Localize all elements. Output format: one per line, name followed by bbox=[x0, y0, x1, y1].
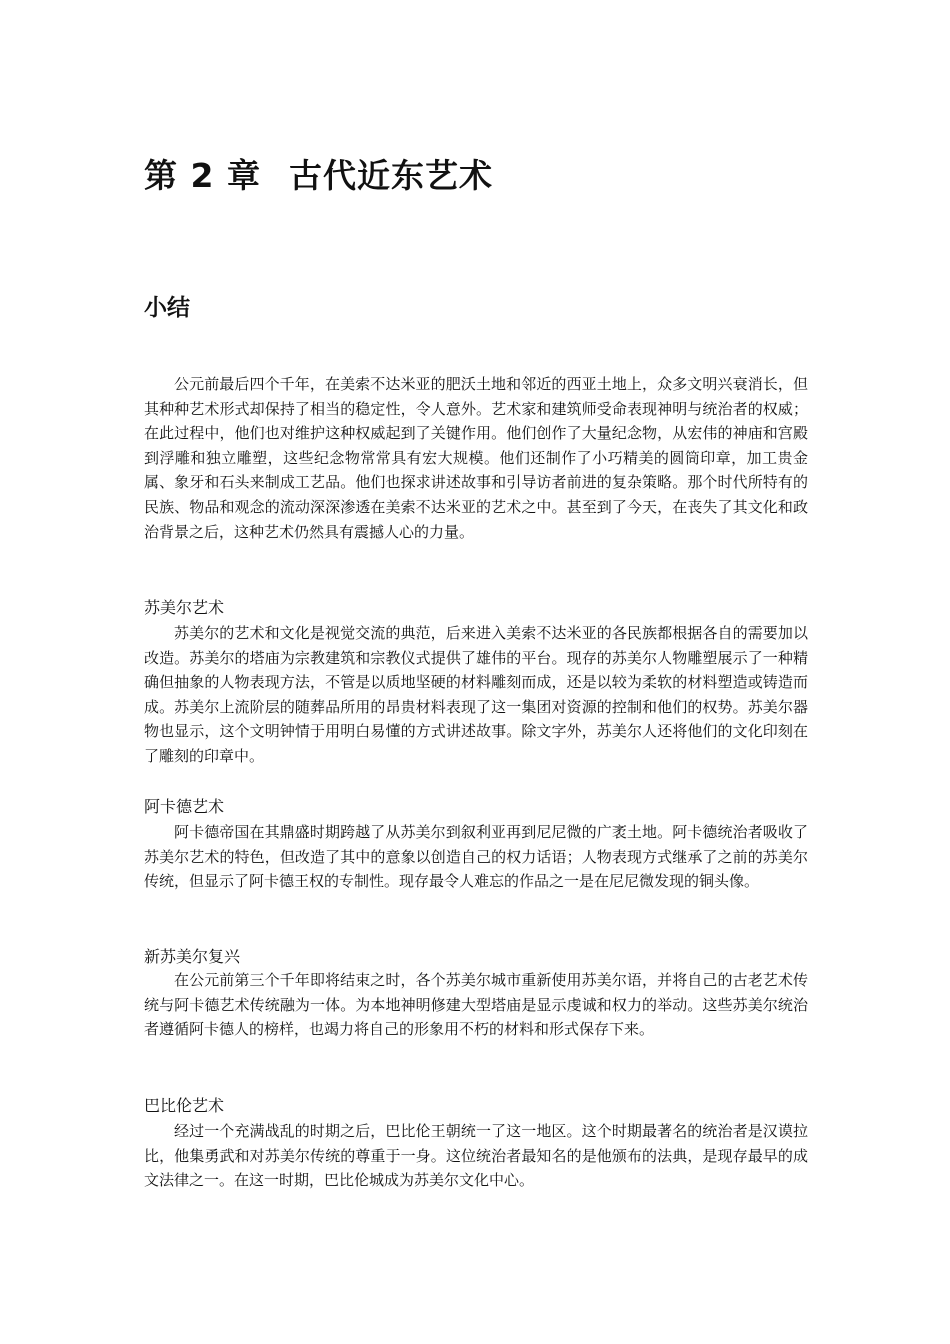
summary-intro-paragraph: 公元前最后四个千年，在美索不达米亚的肥沃土地和邻近的西亚土地上，众多文明兴衰消长，但其种种艺术形式却保持了相当的稳定性，令人意外。艺术家和建筑师受命表现神明与统治者的权威；在此过程中，他们也对维护这种权威起到了关键作用。他们创作了大量纪念物，从宏伟的神庙和宫殿到浮雕和独立雕塑，这些纪念物常常具有宏大规模。他们还制作了小巧精美的圆筒印章，加工贵金属、象牙和石头来制成工艺品。他们也探求讲述故事和引导访者前进的复杂策略。那个时代所特有的民族、物品和观念的流动深深渗透在美索不达米亚的艺术之中。甚至到了今天，在丧失了其文化和政治背景之后，这种艺术仍然具有震撼人心的力量。 bbox=[144, 375, 808, 541]
chapter-number: 第 2 章 bbox=[144, 156, 261, 195]
section-body-sumerian: 苏美尔的艺术和文化是视觉交流的典范，后来进入美索不达米亚的各民族都根据各自的需要加以改造。苏美尔的塔庙为宗教建筑和宗教仪式提供了雄伟的平台。现存的苏美尔人物雕塑展示了一种精确但抽象的人物表现方法，不管是以质地坚硬的材料雕刻而成，还是以较为柔软的材料塑造或铸造而成。苏美尔上流阶层的随葬品所用的昂贵材料表现了这一集团对资源的控制和他们的权势。苏美尔器物也显示，这个文明钟情于用明白易懂的方式讲述故事。除文字外，苏美尔人还将他们的文化印刻在了雕刻的印章中。 bbox=[144, 624, 808, 765]
section-heading-neo-sumerian: 新苏美尔复兴 bbox=[144, 947, 241, 966]
chapter-title bbox=[144, 152, 493, 200]
chapter-name: 古代近东艺术 bbox=[288, 156, 493, 195]
section-body-neo-sumerian: 在公元前第三个千年即将结束之时，各个苏美尔城市重新使用苏美尔语，并将自己的古老艺术传统与阿卡德艺术传统融为一体。为本地神明修建大型塔庙是显示虔诚和权力的举动。这些苏美尔统治者遵循阿卡德人的榜样，也竭力将自己的形象用不朽的材料和形式保存下来。 bbox=[144, 971, 808, 1039]
section-body-babylonian: 经过一个充满战乱的时期之后，巴比伦王朝统一了这一地区。这个时期最著名的统治者是汉谟拉比，他集勇武和对苏美尔传统的尊重于一身。这位统治者最知名的是他颁布的法典，是现存最早的成文法律之一。在这一时期，巴比伦城成为苏美尔文化中心。 bbox=[144, 1122, 808, 1190]
summary-heading: 小结 bbox=[144, 295, 190, 321]
section-body-akkadian: 阿卡德帝国在其鼎盛时期跨越了从苏美尔到叙利亚再到尼尼微的广袤土地。阿卡德统治者吸收了苏美尔艺术的特色，但改造了其中的意象以创造自己的权力话语；人物表现方式继承了之前的苏美尔传统，但显示了阿卡德王权的专制性。现存最令人难忘的作品之一是在尼尼微发现的铜头像。 bbox=[144, 823, 808, 891]
section-heading-akkadian: 阿卡德艺术 bbox=[144, 797, 225, 816]
section-heading-babylonian: 巴比伦艺术 bbox=[144, 1096, 225, 1115]
section-heading-sumerian: 苏美尔艺术 bbox=[144, 598, 225, 617]
